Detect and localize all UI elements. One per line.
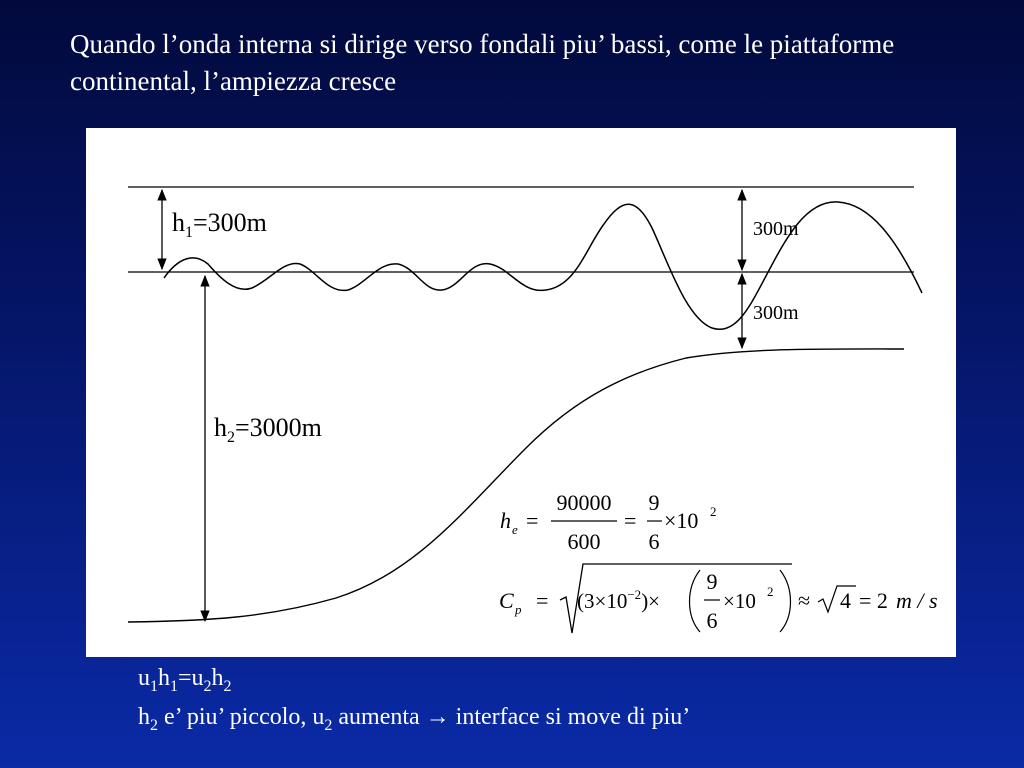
he-denominator-1: 600 bbox=[567, 529, 601, 554]
h2-symbol: h bbox=[211, 665, 224, 691]
he-power-base: ×10 bbox=[664, 508, 699, 533]
cp-equation bbox=[499, 564, 938, 633]
he-numerator-2: 9 bbox=[648, 490, 660, 515]
h2-var-sub: 2 bbox=[150, 716, 158, 734]
cp-denominator: 6 bbox=[706, 608, 718, 633]
internal-wave bbox=[164, 202, 922, 329]
he-symbol: h bbox=[500, 508, 511, 533]
continuity-equation bbox=[138, 663, 998, 702]
u2-sub: 2 bbox=[203, 677, 212, 695]
h2-label: $h_2=3000m$ bbox=[214, 413, 322, 446]
u1-sub: 1 bbox=[150, 677, 158, 695]
cp-term-1: $(3\times 10^{-2})\times$ bbox=[577, 587, 661, 613]
upper-amplitude-label: 300m bbox=[753, 218, 799, 240]
cp-approx: ≈ bbox=[798, 588, 811, 613]
cp-power-base: ×10 bbox=[723, 589, 756, 613]
sea-floor-shelf bbox=[128, 349, 904, 622]
he-equals-1: = bbox=[526, 508, 539, 533]
u1-symbol: u bbox=[138, 665, 150, 691]
cp-sqrt-value: 4 bbox=[840, 588, 851, 613]
he-subscript: e bbox=[512, 522, 518, 537]
diagram-panel bbox=[86, 128, 956, 657]
cp-subscript: p bbox=[515, 602, 522, 617]
cp-units: m / s bbox=[896, 588, 938, 613]
he-exponent: 2 bbox=[710, 504, 717, 519]
lower-amplitude-label: 300m bbox=[753, 302, 799, 324]
equals-u2: =u bbox=[178, 665, 204, 691]
footer-text bbox=[138, 663, 998, 741]
cp-symbol: C bbox=[499, 588, 514, 613]
u2-var-sub: 2 bbox=[324, 716, 333, 734]
explanation-part-1: e’ piu’ piccolo, u bbox=[158, 703, 325, 730]
cp-exponent: 2 bbox=[767, 584, 774, 599]
cp-numerator: 9 bbox=[706, 569, 718, 594]
explanation-part-2: aumenta → interface si move di piu’ bbox=[332, 703, 691, 730]
he-numerator-1: 90000 bbox=[556, 490, 612, 515]
h2-var: h bbox=[138, 703, 150, 730]
h1-label: $h_1=300m$ bbox=[172, 208, 267, 241]
paren-left bbox=[690, 570, 701, 632]
slide-title: Quando l’onda interna si dirige verso fondali piu’ bassi, come le piattaforme continental, l’ampiezza cresce bbox=[70, 29, 895, 96]
h1-sub: 1 bbox=[170, 677, 178, 695]
cp-result: = 2 bbox=[859, 588, 888, 613]
he-denominator-2: 6 bbox=[648, 529, 660, 554]
h1-symbol: h bbox=[158, 665, 170, 691]
internal-wave-diagram bbox=[86, 128, 956, 657]
he-equation bbox=[500, 490, 717, 554]
paren-right bbox=[780, 570, 791, 632]
explanation-line bbox=[138, 702, 998, 741]
cp-equals: = bbox=[536, 588, 549, 613]
h2-sub: 2 bbox=[223, 677, 232, 695]
he-equals-2: = bbox=[624, 508, 637, 533]
